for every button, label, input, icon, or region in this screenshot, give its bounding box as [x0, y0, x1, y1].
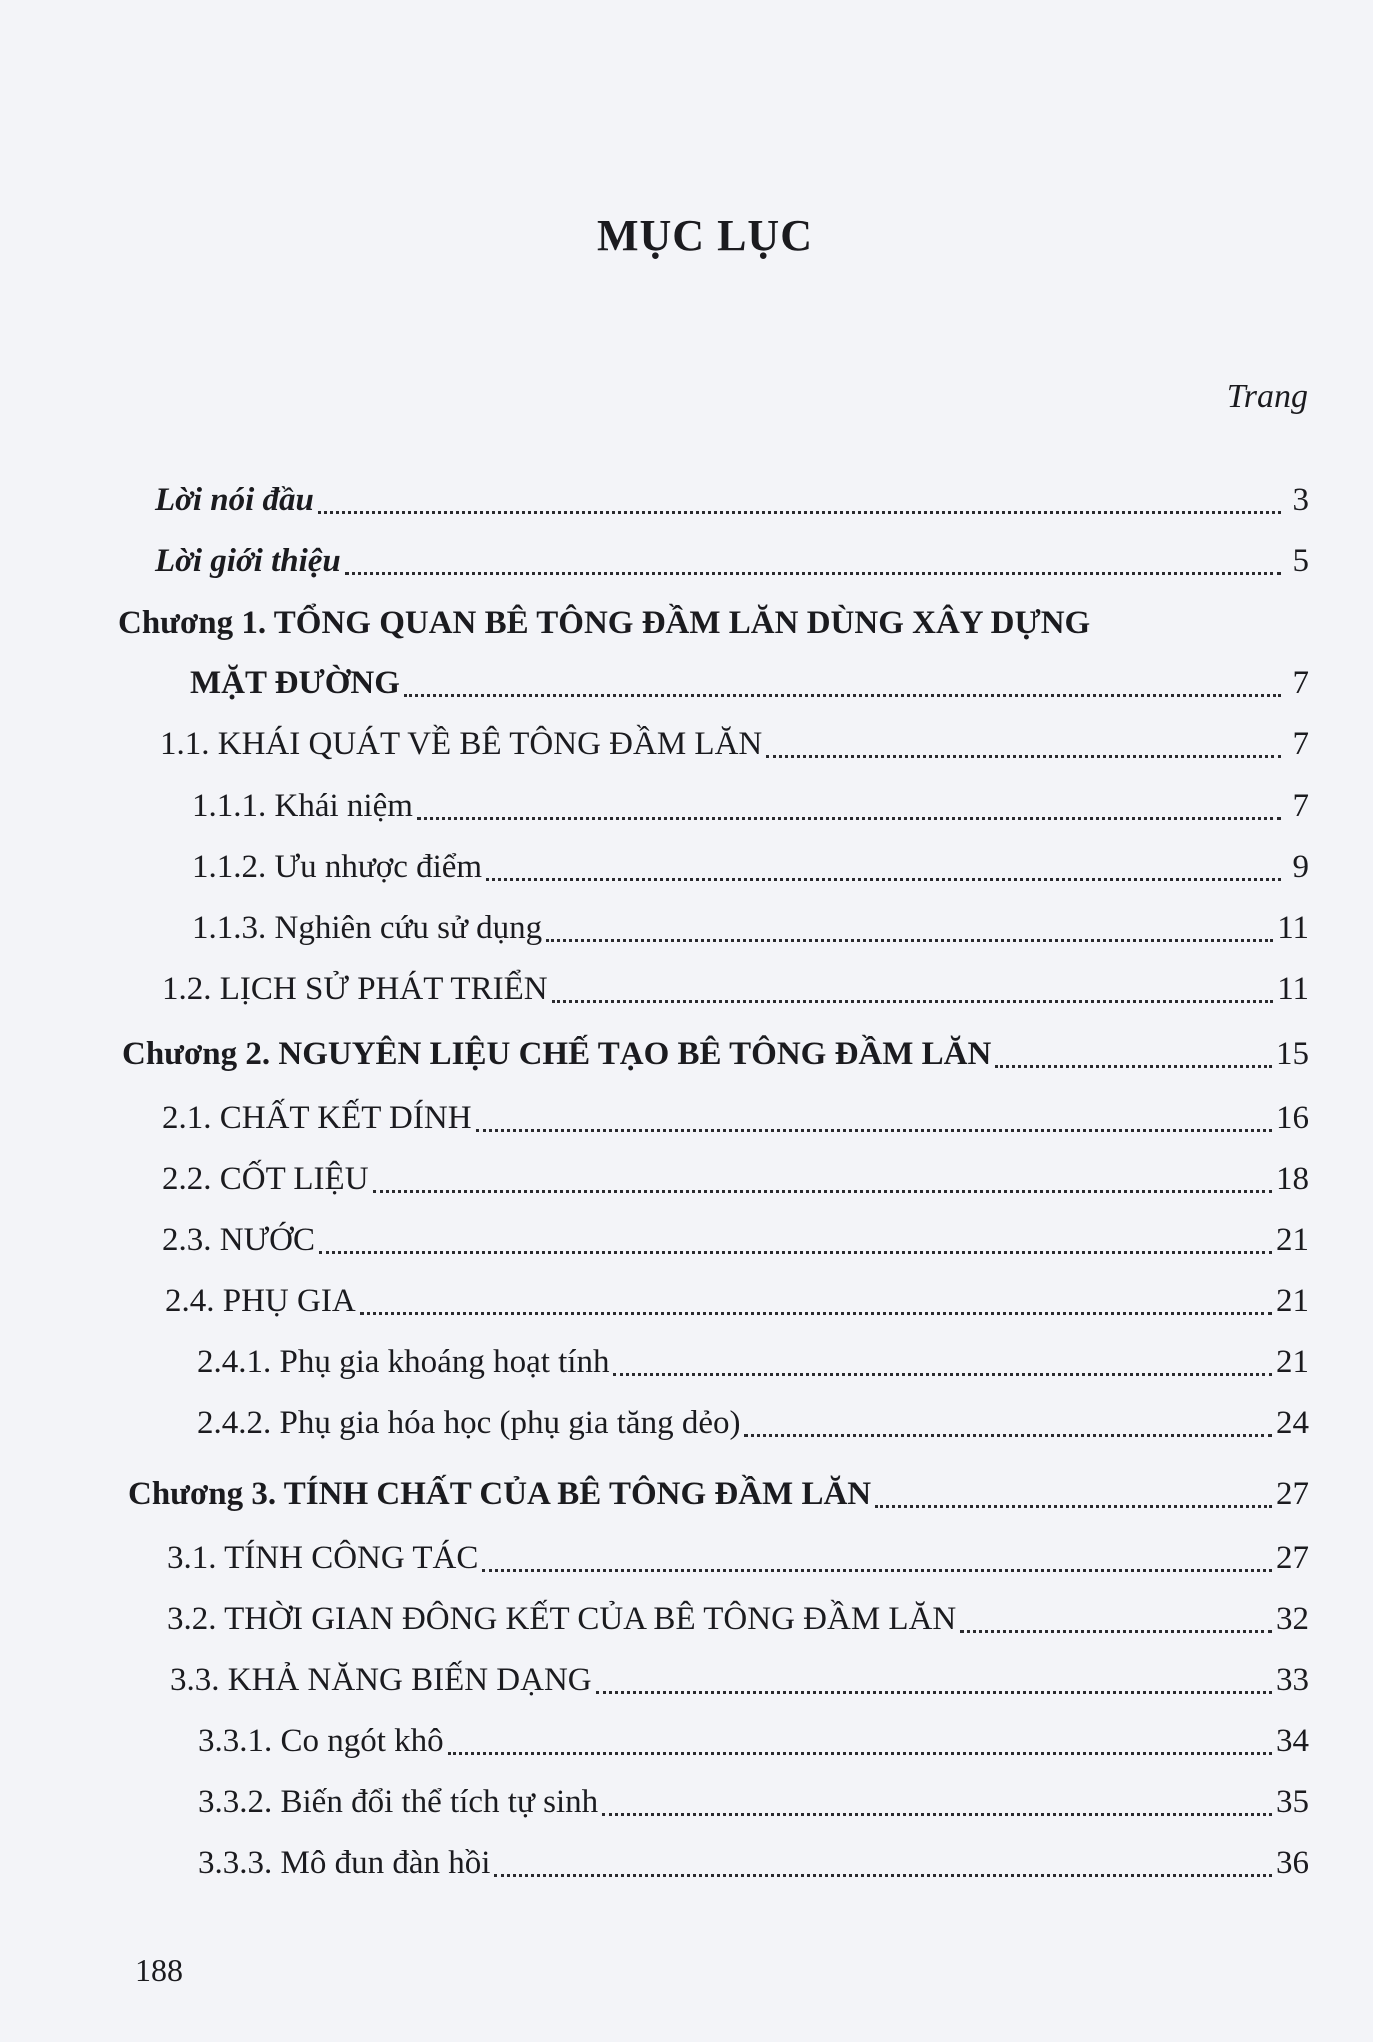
page-number: 188	[135, 1952, 183, 1988]
toc-entry-label: Lời nói đầu	[155, 482, 314, 518]
dot-leader	[602, 1813, 1272, 1816]
dot-leader	[476, 1129, 1272, 1132]
toc-entry-label: 2.2. CỐT LIỆU	[162, 1161, 369, 1197]
toc-entry-label: 1.2. LỊCH SỬ PHÁT TRIỂN	[162, 971, 548, 1007]
dot-leader	[875, 1505, 1272, 1508]
dot-leader	[319, 1251, 1272, 1254]
toc-entry-label: 2.4.2. Phụ gia hóa học (phụ gia tăng dẻo)	[197, 1405, 741, 1441]
toc-entry-label: Lời giới thiệu	[155, 543, 341, 579]
toc-entry	[155, 482, 1309, 519]
dot-leader	[546, 939, 1273, 942]
toc-entry-label: 2.1. CHẤT KẾT DÍNH	[162, 1100, 472, 1136]
toc-entry	[167, 1601, 1309, 1638]
dot-leader	[766, 755, 1281, 758]
toc-entry	[192, 910, 1309, 947]
toc-entry-page: 32	[1276, 1601, 1309, 1637]
toc-entry-label: 3.3. KHẢ NĂNG BIẾN DẠNG	[170, 1662, 592, 1698]
page-column-header: Trang	[1226, 378, 1308, 415]
toc-entry-page: 7	[1292, 665, 1309, 701]
dot-leader	[995, 1065, 1272, 1068]
toc-entry-label: 3.3.3. Mô đun đàn hồi	[198, 1845, 491, 1881]
dot-leader	[596, 1691, 1272, 1694]
toc-entry	[162, 1222, 1309, 1259]
toc-entry	[167, 1540, 1309, 1577]
toc-entry	[198, 1784, 1309, 1821]
toc-entry	[155, 543, 1309, 580]
dot-leader	[744, 1434, 1272, 1437]
toc-entry-page: 11	[1277, 971, 1309, 1007]
toc-entry-page: 27	[1276, 1540, 1309, 1576]
toc-entry-page: 35	[1276, 1784, 1309, 1820]
dot-leader	[345, 572, 1281, 575]
dot-leader	[360, 1312, 1272, 1315]
toc-entry	[162, 971, 1309, 1008]
toc-entry-page: 9	[1292, 849, 1309, 885]
dot-leader	[404, 694, 1281, 697]
toc-entry-label: 2.3. NƯỚC	[162, 1222, 316, 1258]
toc-entry-label: Chương 3. TÍNH CHẤT CỦA BÊ TÔNG ĐẦM LĂN	[128, 1476, 872, 1512]
toc-entry-page: 21	[1276, 1344, 1309, 1380]
toc-entry-page: 21	[1276, 1283, 1309, 1319]
toc-entry	[122, 1036, 1309, 1073]
toc-entry	[160, 726, 1309, 763]
toc-entry-label: 3.1. TÍNH CÔNG TÁC	[167, 1540, 479, 1576]
toc-entry	[162, 1100, 1309, 1137]
toc-entry-page: 5	[1292, 543, 1309, 579]
toc-entry-label: 1.1. KHÁI QUÁT VỀ BÊ TÔNG ĐẦM LĂN	[160, 726, 763, 762]
dot-leader	[448, 1752, 1272, 1755]
page-title: MỤC LỤC	[597, 211, 813, 260]
dot-leader	[486, 878, 1281, 881]
toc-entry-label: Chương 2. NGUYÊN LIỆU CHẾ TẠO BÊ TÔNG ĐẦM LĂN	[122, 1036, 992, 1072]
toc-entry-label: 1.1.1. Khái niệm	[192, 788, 413, 824]
toc-entry-page: 11	[1277, 910, 1309, 946]
toc-entry-page: 3	[1292, 482, 1309, 518]
toc-entry	[197, 1405, 1309, 1442]
toc-entry-page: 24	[1276, 1405, 1309, 1441]
toc-entry	[190, 665, 1309, 702]
toc-entry-label: 1.1.2. Ưu nhược điểm	[192, 849, 483, 885]
dot-leader	[373, 1190, 1272, 1193]
toc-entry-label: MẶT ĐƯỜNG	[190, 665, 400, 701]
dot-leader	[482, 1569, 1272, 1572]
dot-leader	[960, 1630, 1272, 1633]
toc-entry-page: 36	[1276, 1845, 1309, 1881]
dot-leader	[417, 817, 1281, 820]
toc-entry-label: 2.4. PHỤ GIA	[165, 1283, 356, 1319]
dot-leader	[552, 1000, 1274, 1003]
toc-entry-label: 3.3.1. Co ngót khô	[198, 1723, 444, 1759]
toc-entry-page: 34	[1276, 1723, 1309, 1759]
dot-leader	[318, 511, 1281, 514]
toc-entry	[197, 1344, 1309, 1381]
toc-entry-page: 18	[1276, 1161, 1309, 1197]
dot-leader	[613, 1373, 1272, 1376]
toc-entry-page: 33	[1276, 1662, 1309, 1698]
toc-entry-label: 2.4.1. Phụ gia khoáng hoạt tính	[197, 1344, 610, 1380]
toc-entry	[192, 788, 1309, 825]
chapter-heading-line1: Chương 1. TỔNG QUAN BÊ TÔNG ĐẦM LĂN DÙNG XÂY DỰNG	[118, 605, 1091, 641]
toc-entry-label: 3.2. THỜI GIAN ĐÔNG KẾT CỦA BÊ TÔNG ĐẦM LĂN	[167, 1601, 957, 1637]
toc-entry	[198, 1845, 1309, 1882]
toc-entry-page: 15	[1276, 1036, 1309, 1072]
toc-entry	[198, 1723, 1309, 1760]
toc-entry-page: 7	[1292, 726, 1309, 762]
toc-entry	[128, 1476, 1309, 1513]
toc-entry-label: 1.1.3. Nghiên cứu sử dụng	[192, 910, 543, 946]
dot-leader	[494, 1874, 1272, 1877]
toc-entry-label: 3.3.2. Biến đổi thể tích tự sinh	[198, 1784, 599, 1820]
toc-entry-page: 7	[1292, 788, 1309, 824]
toc-entry-page: 16	[1276, 1100, 1309, 1136]
toc-entry	[162, 1161, 1309, 1198]
toc-entry	[165, 1283, 1309, 1320]
toc-entry-page: 21	[1276, 1222, 1309, 1258]
toc-entry	[192, 849, 1309, 886]
toc-entry	[170, 1662, 1309, 1699]
toc-entry-page: 27	[1276, 1476, 1309, 1512]
